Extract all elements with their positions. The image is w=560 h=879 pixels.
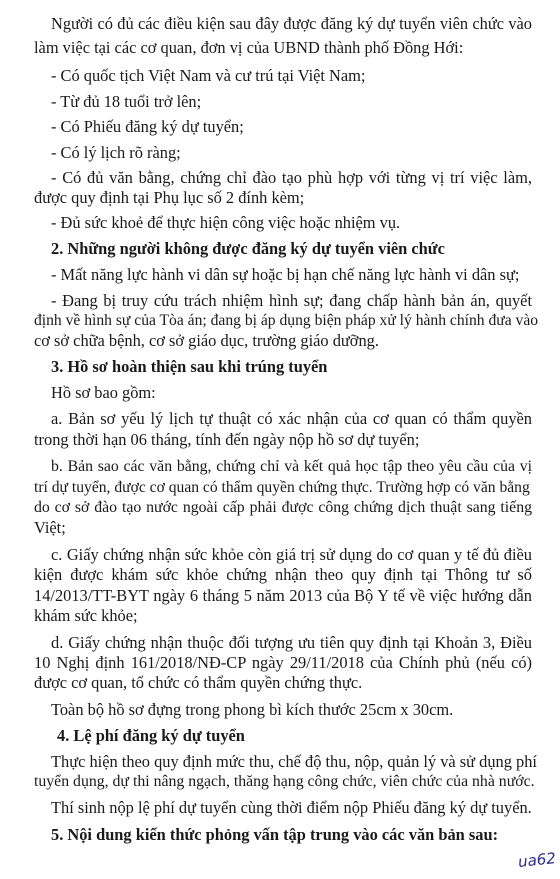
fee-paragraph: Thực hiện theo quy định mức thu, chế độ thu, nộp, quản lý và sử dụng phí — [51, 752, 537, 771]
dossier-item-b-cont: trí dự tuyển, được cơ quan có thẩm quyền chứng thực. Trường hợp có văn bằng — [34, 479, 530, 496]
dossier-item-a-cont: trong thời hạn 06 tháng, tính đến ngày nộp hồ sơ dự tuyển; — [34, 430, 420, 449]
dossier-item-c-cont: 14/2013/TT-BYT ngày 6 tháng 5 năm 2013 của Bộ Y tế về việc hướng dẫn — [34, 586, 532, 605]
condition-item: - Từ đủ 18 tuổi trở lên; — [51, 92, 202, 111]
condition-item: - Đủ sức khoẻ để thực hiện công việc hoặc nhiệm vụ. — [51, 213, 401, 232]
section-3-heading: 3. Hồ sơ hoàn thiện sau khi trúng tuyển — [51, 357, 328, 376]
dossier-envelope-note: Toàn bộ hồ sơ đựng trong phong bì kích thước 25cm x 30cm. — [51, 700, 454, 719]
condition-item: - Có lý lịch rõ ràng; — [51, 143, 181, 162]
intro-line-2: làm việc tại các cơ quan, đơn vị của UBND thành phố Đồng Hới: — [34, 38, 464, 57]
dossier-item-a: a. Bản sơ yếu lý lịch tự thuật có xác nhận của cơ quan có thẩm quyền — [51, 409, 532, 428]
fee-payment-note: Thí sinh nộp lệ phí dự tuyển cùng thời điểm nộp Phiếu đăng ký dự tuyển. — [51, 798, 532, 817]
exclusion-item-cont: định về hình sự của Tòa án; đang bị áp dụng biện pháp xử lý hành chính đưa vào — [34, 312, 539, 329]
condition-item: - Có Phiếu đăng ký dự tuyển; — [51, 117, 244, 136]
dossier-item-d-cont: 10 Nghị định 161/2018/NĐ-CP ngày 29/11/2018 của Chính phủ (nếu có) — [34, 653, 532, 672]
intro-line-1: Người có đủ các điều kiện sau đây được đăng ký dự tuyển viên chức vào — [51, 14, 532, 33]
dossier-item-c-cont: khám sức khỏe; — [34, 606, 138, 625]
dossier-item-d: d. Giấy chứng nhận thuộc đối tượng ưu tiên quy định tại Khoản 3, Điều — [51, 633, 532, 652]
dossier-item-d-cont: được cơ quan, tổ chức có thẩm quyền chứng thực. — [34, 673, 363, 692]
condition-item: - Có đủ văn bằng, chứng chỉ đào tạo phù hợp với từng vị trí việc làm, — [51, 168, 532, 187]
dossier-item-b-cont: do cơ sở đào tạo nước ngoài cấp phải được công chứng dịch thuật sang tiếng — [34, 499, 532, 516]
section-2-heading: 2. Những người không được đăng ký dự tuyển viên chức — [51, 239, 445, 258]
section-4-heading: 4. Lệ phí đăng ký dự tuyển — [57, 726, 245, 745]
exclusion-item: - Đang bị truy cứu trách nhiệm hình sự; đang chấp hành bản án, quyết — [51, 291, 532, 310]
dossier-item-c-cont: kiện được khám sức khỏe chứng nhận theo quy định tại Thông tư số — [34, 565, 532, 584]
dossier-item-c: c. Giấy chứng nhận sức khỏe còn giá trị sử dụng do cơ quan y tế đủ điều — [51, 545, 532, 564]
dossier-item-b-cont: Việt; — [34, 518, 66, 537]
handwritten-mark: ua62 — [517, 849, 557, 871]
dossier-item-b: b. Bản sao các văn bằng, chứng chỉ và kết quả học tập theo yêu cầu của vị — [51, 458, 532, 475]
section-5-heading: 5. Nội dung kiến thức phỏng vấn tập trung vào các văn bản sau: — [51, 825, 499, 844]
exclusion-item-cont: cơ sở chữa bệnh, cơ sở giáo dục, trường giáo dưỡng. — [34, 331, 379, 350]
fee-paragraph-cont: tuyển dụng, dự thi nâng ngạch, thăng hạng công chức, viên chức của nhà nước. — [34, 773, 535, 790]
condition-item-cont: được quy định tại Phụ lục số 2 đính kèm; — [34, 188, 305, 207]
exclusion-item: - Mất năng lực hành vi dân sự hoặc bị hạn chế năng lực hành vi dân sự; — [51, 265, 520, 284]
condition-item: - Có quốc tịch Việt Nam và cư trú tại Việt Nam; — [51, 66, 366, 85]
dossier-intro: Hồ sơ bao gồm: — [51, 383, 156, 402]
